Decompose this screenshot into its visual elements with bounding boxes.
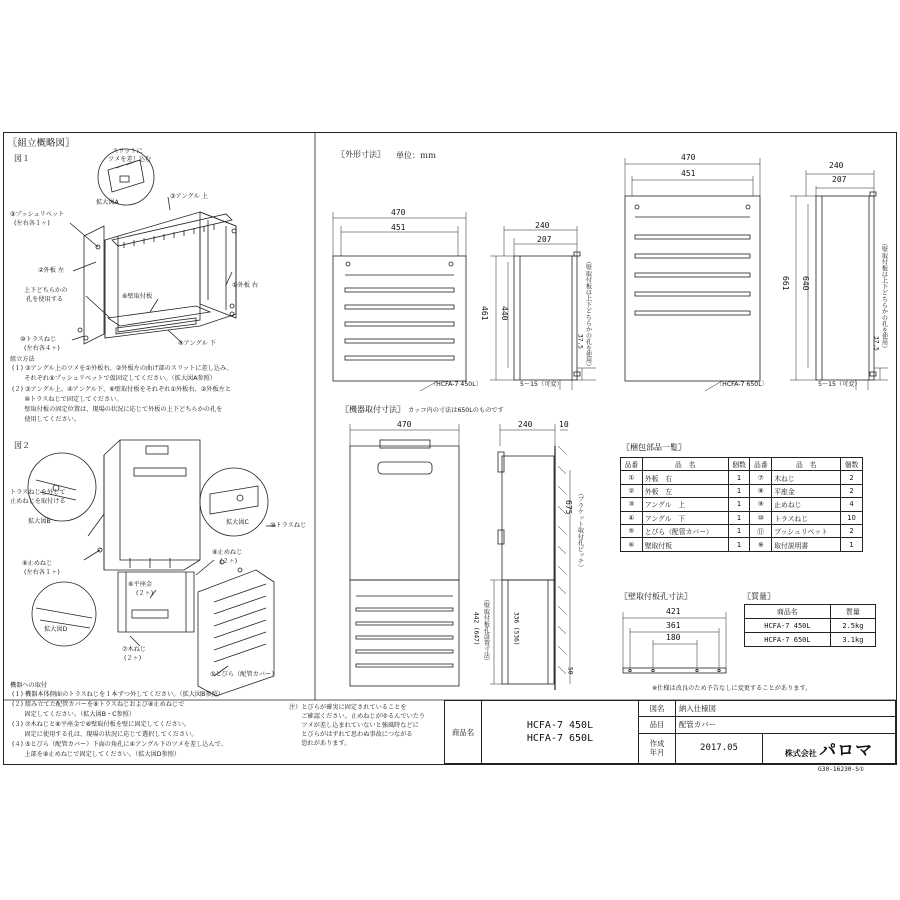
push-rivet-label: ⑨プッシュリベット <box>10 211 65 218</box>
part-name: プッシュリベット <box>772 524 841 537</box>
model-650-tag: 〔HCFA-7 650L〕 <box>716 381 768 388</box>
part-qty: 4 <box>841 498 863 511</box>
dim-240-mount: 240 <box>518 420 533 429</box>
cover-outline-650 <box>625 196 760 381</box>
part-name: 木ねじ <box>772 471 841 484</box>
dim-240-650: 240 <box>829 161 844 170</box>
mass-col-name: 商品名 <box>745 605 831 619</box>
steps-title: 組立方法 <box>10 356 35 363</box>
install-step: (３) ⑦木ねじと⑥平座金で⑥壁取付板を壁に固定してください。 <box>12 721 191 728</box>
hole-note-1: 上下どちらかの <box>24 287 68 294</box>
part-no: ① <box>621 471 643 484</box>
mount-front-view <box>350 424 459 686</box>
dim-336: 336 (536) <box>512 612 520 646</box>
product-650l: HCFA-7 650L <box>526 733 594 744</box>
install-step: (１) 機器本体側面のトラスねじを１本ずつ外してください。（拡大図B参照） <box>12 691 224 698</box>
part-no: ⑩ <box>750 511 772 524</box>
table-row <box>621 484 863 497</box>
part-qty: 2 <box>841 471 863 484</box>
fig2-truss-note-2: 止めねじを取付ける <box>10 498 66 505</box>
part-qty: 2 <box>841 524 863 537</box>
wood-screw-qty: (２ヶ) <box>124 655 142 662</box>
step-line: ⑩トラスねじで固定してください。 <box>12 396 123 403</box>
sheet-border <box>4 133 897 765</box>
front-view-450l <box>333 212 466 391</box>
part-name: トラスねじ <box>772 511 841 524</box>
parts-col-name: 品 名 <box>772 458 841 471</box>
dim-675: 675 <box>564 500 573 515</box>
product-450l: HCFA-7 450L <box>526 720 594 731</box>
mass-value: 3.1kg <box>830 633 875 647</box>
slit-note-1: スリットに <box>112 148 143 155</box>
parts-col-no: 品番 <box>750 458 772 471</box>
dim-451-650: 451 <box>681 169 696 178</box>
stop-screw2-label: ⑧止めねじ <box>212 549 243 556</box>
mass-product: HCFA-7 450L <box>745 619 831 633</box>
mount-note: カッコ内の寸法は650Lのものです <box>408 407 504 414</box>
dim-442: 442 (647) <box>472 612 480 646</box>
gap-450: 5～15（可変） <box>520 381 563 388</box>
outer-heading: 〖外形寸法〗 <box>337 150 385 159</box>
side-right-label: ①外板 右 <box>232 282 259 289</box>
date-label-2: 年月 <box>649 748 665 758</box>
dim-461: 461 <box>480 306 489 321</box>
cover-label: ⑤とびら（配管カバー） <box>210 671 278 678</box>
truss-screw-label: ⑩トラスねじ <box>20 336 57 343</box>
caution-line: とびらがはずれて思わぬ事故につながる <box>289 731 413 738</box>
mount-side-view <box>490 424 570 690</box>
wall-plate <box>623 668 726 673</box>
part-no: ④ <box>621 511 643 524</box>
dim-207-650: 207 <box>832 175 847 184</box>
parts-col-no: 品番 <box>621 458 643 471</box>
zoom-circle-b <box>28 453 96 521</box>
product-names <box>482 701 639 764</box>
table-row <box>621 511 863 524</box>
slit-note-2: ツメを差し込む <box>108 156 152 163</box>
dim-421: 421 <box>666 607 681 616</box>
part-no: ② <box>621 484 643 497</box>
mass-product: HCFA-7 650L <box>745 633 831 647</box>
document-number: G30-16230-S① <box>818 766 865 773</box>
part-qty: 2 <box>841 484 863 497</box>
item-name: 配管カバー <box>676 717 896 733</box>
mass-heading: 〖質量〗 <box>743 592 775 601</box>
table-row <box>621 538 863 551</box>
stop-screw-label: ⑧止めねじ <box>22 560 53 567</box>
part-qty: 1 <box>728 524 750 537</box>
zoom-circle-d <box>32 582 96 646</box>
date-label <box>639 733 676 764</box>
zoom-c-label: 拡大図C <box>226 519 249 526</box>
caution-line: 恐れがあります。 <box>289 740 351 747</box>
part-name: 外板 左 <box>642 484 728 497</box>
parts-col-name: 品 名 <box>642 458 728 471</box>
install-step: 固定してください。（拡大図B・C参照） <box>12 711 136 718</box>
dim-470-mount: 470 <box>397 420 412 429</box>
wall-plate-label: ⑥壁取付板 <box>122 293 153 300</box>
install-step: (４) ⑤とびら（配管カバー）下面の角孔に④アングル下のツメを差し込んで、 <box>12 741 227 748</box>
dim-451-450: 451 <box>391 223 406 232</box>
truss-qty: (左右各４ヶ) <box>24 345 60 352</box>
item-label: 品目 <box>639 717 676 733</box>
dim-675-note: （ブラケット取付孔ピッチ） <box>576 490 584 571</box>
company-logo <box>763 733 896 764</box>
part-no: ⑧ <box>750 484 772 497</box>
caution-line: 注）とびらが確実に固定されていることを <box>289 704 407 711</box>
flat-washer-qty: (２ヶ) <box>136 590 154 597</box>
push-rivet-qty: (左右各１ヶ) <box>14 220 50 227</box>
assembly-heading: 〖組立概略図〗 <box>8 138 75 149</box>
model-450-tag: 〔HCFA-7 450L〕 <box>430 381 482 388</box>
side-note-450: （壁取付板は上下どちらかの孔を使用） <box>584 258 592 370</box>
fig1-label: 図１ <box>14 154 30 163</box>
part-name: 外板 右 <box>642 471 728 484</box>
fig2-label: 図２ <box>14 441 30 450</box>
dim-440: 440 <box>500 306 509 321</box>
title-block <box>444 700 896 764</box>
mass-col-mass: 質量 <box>830 605 875 619</box>
table-row <box>745 619 876 633</box>
spec-notice: ※仕様は改良のため予告なしに変更することがあります。 <box>652 685 812 692</box>
front-view-650l <box>625 158 760 391</box>
part-qty: 10 <box>841 511 863 524</box>
dim-361: 361 <box>666 621 681 630</box>
part-no: ⑦ <box>750 471 772 484</box>
part-name: 止めねじ <box>772 498 841 511</box>
part-no: ⑤ <box>621 524 643 537</box>
part-qty: 1 <box>841 538 863 551</box>
product-name-label: 商品名 <box>445 701 482 764</box>
parts-col-qty: 個数 <box>728 458 750 471</box>
assembly-figure-1 <box>70 149 236 344</box>
part-qty: 1 <box>728 484 750 497</box>
parts-col-qty: 個数 <box>841 458 863 471</box>
install-step: 固定に使用する孔は、現場の状況に応じて選択してください。 <box>12 731 198 738</box>
dim-470-450: 470 <box>391 208 406 217</box>
mount-heater-body <box>350 446 459 580</box>
company-prefix: 株式会社 <box>784 748 817 758</box>
stop-screw-qty: (左右各１ヶ) <box>24 569 60 576</box>
caution-line: ツメが差し込まれていないと強風時などに <box>289 722 419 729</box>
fig2-truss-note-1: トラスねじを外して <box>10 489 66 496</box>
company-name: パロマ <box>819 740 874 761</box>
dim-470-650: 470 <box>681 153 696 162</box>
fig2-truss-label: ⑩トラスねじ <box>270 522 307 529</box>
dim-37-5-450: 37.5 <box>576 334 584 349</box>
step-line: 壁取付板の固定位置は、現場の状況に応じて外板の上下どちらかの孔を <box>12 406 223 413</box>
water-heater-body <box>104 440 200 570</box>
holes-heading: 〖壁取付板孔寸法〗 <box>620 592 692 601</box>
zoom-d-label: 拡大図D <box>44 626 68 633</box>
zoom-a-label: 拡大図A <box>96 199 119 206</box>
table-row <box>745 633 876 647</box>
part-name: とびら（配管カバー） <box>642 524 728 537</box>
assembly-figure-2 <box>28 440 276 696</box>
drawing-name: 納入仕様図 <box>676 701 896 717</box>
dim-37-5-650: 37.5 <box>872 336 880 351</box>
side-left-label: ②外板 左 <box>38 267 65 274</box>
dim-50: 50 <box>566 667 574 675</box>
table-row <box>621 498 863 511</box>
date-label-1: 作成 <box>649 739 665 749</box>
step-line: 使用してください。 <box>12 416 81 423</box>
part-name: 壁取付板 <box>642 538 728 551</box>
caution-line: ご確認ください。止めねじがゆるんでいたり <box>289 713 426 720</box>
part-qty: 1 <box>728 538 750 551</box>
gap-650: 5～15（可変） <box>818 381 861 388</box>
part-no: ⑨ <box>750 498 772 511</box>
step-line: (１) ③アングル上のツメを①外板右、②外板左の曲げ部のスリットに差し込み、 <box>12 365 233 372</box>
date-value: 2017.05 <box>676 733 763 764</box>
dim-661: 661 <box>781 276 790 291</box>
angle-top-label: ③アングル 上 <box>170 193 208 200</box>
hole-note-2: 孔を使用する <box>26 296 64 303</box>
side-note-650: （壁取付板は上下どちらかの孔を使用） <box>880 240 888 352</box>
part-qty: 1 <box>728 511 750 524</box>
stop-screw2-qty: (２ヶ) <box>220 558 238 565</box>
flat-washer-label: ⑥平座金 <box>128 581 153 588</box>
dim-240-450: 240 <box>535 221 550 230</box>
table-row <box>621 471 863 484</box>
dim-180: 180 <box>666 633 681 642</box>
part-qty: 1 <box>728 471 750 484</box>
part-qty: 1 <box>728 498 750 511</box>
drawing-label: 図名 <box>639 701 676 717</box>
part-no: ⑥ <box>621 538 643 551</box>
install-step: 上部を⑧止めねじで固定してください。（拡大図D参照） <box>12 751 181 758</box>
parts-heading: 〖梱包部品一覧〗 <box>622 443 686 452</box>
angle-bottom-label: ④アングル 下 <box>178 340 216 347</box>
dim-10-mount: 10 <box>559 420 569 429</box>
table-row <box>621 524 863 537</box>
wood-screw-label: ⑦木ねじ <box>122 646 147 653</box>
part-no: ③ <box>621 498 643 511</box>
part-no: ⑪ <box>750 524 772 537</box>
outer-unit: 単位：ｍｍ <box>396 151 436 160</box>
part-name: 平座金 <box>772 484 841 497</box>
dim-442-note: （壁取付板孔設置寸法） <box>482 596 490 665</box>
install-step: (２) 組み立てた配管カバーを⑧トラスねじおよび⑧止めねじで <box>12 701 185 708</box>
mass-value: 2.5kg <box>830 619 875 633</box>
dim-640: 640 <box>801 276 810 291</box>
dim-207-450: 207 <box>537 235 552 244</box>
mass-table <box>744 604 876 647</box>
part-name: アングル 下 <box>642 511 728 524</box>
parts-table <box>620 457 863 552</box>
install-title: 機器への取付 <box>10 682 48 689</box>
part-no: ※ <box>750 538 772 551</box>
part-name: アングル 上 <box>642 498 728 511</box>
mount-heading: 〖機器取付寸法〗 <box>341 405 405 414</box>
part-name: 取付説明書 <box>772 538 841 551</box>
zoom-b-label: 拡大図B <box>28 518 51 525</box>
step-line: それぞれ⑨プッシュリベットで仮固定してください。（拡大図A参照） <box>12 375 216 382</box>
step-line: (２) ③アングル上、④アングル下、⑥壁取付板をそれぞれ①外板右、②外板左と <box>12 386 232 393</box>
